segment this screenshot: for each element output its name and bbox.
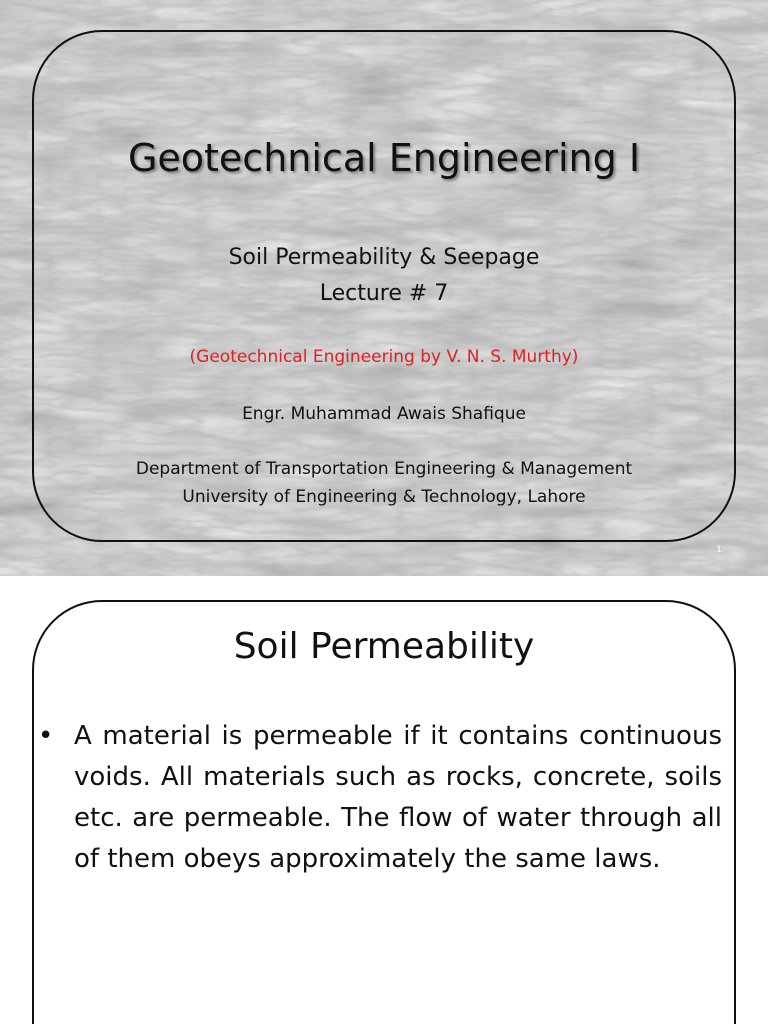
department-name: Department of Transportation Engineering & Management (135, 459, 633, 479)
bullet-dot-icon: • (38, 721, 54, 751)
slide-body (38, 716, 722, 880)
content-slide (0, 576, 768, 1024)
author-name: Engr. Muhammad Awais Shafique (242, 404, 526, 424)
topic-subtitle: Soil Permeability & Seepage (228, 245, 540, 270)
bullet-text: A material is permeable if it contains continuous voids. All materials such as rocks, concrete, soils etc. are permeable. The flow of water through all of them obeys approximately the same laws. (74, 721, 722, 874)
slide-number: 1 (716, 545, 722, 555)
presentation-title: Geotechnical Engineering I (127, 136, 641, 180)
bullet-item (38, 716, 722, 880)
lecture-number: Lecture # 7 (319, 281, 449, 306)
slide-title: Soil Permeability (233, 626, 535, 667)
university-name: University of Engineering & Technology, Lahore (182, 487, 586, 507)
textbook-reference: (Geotechnical Engineering by V. N. S. Murthy) (189, 347, 579, 367)
